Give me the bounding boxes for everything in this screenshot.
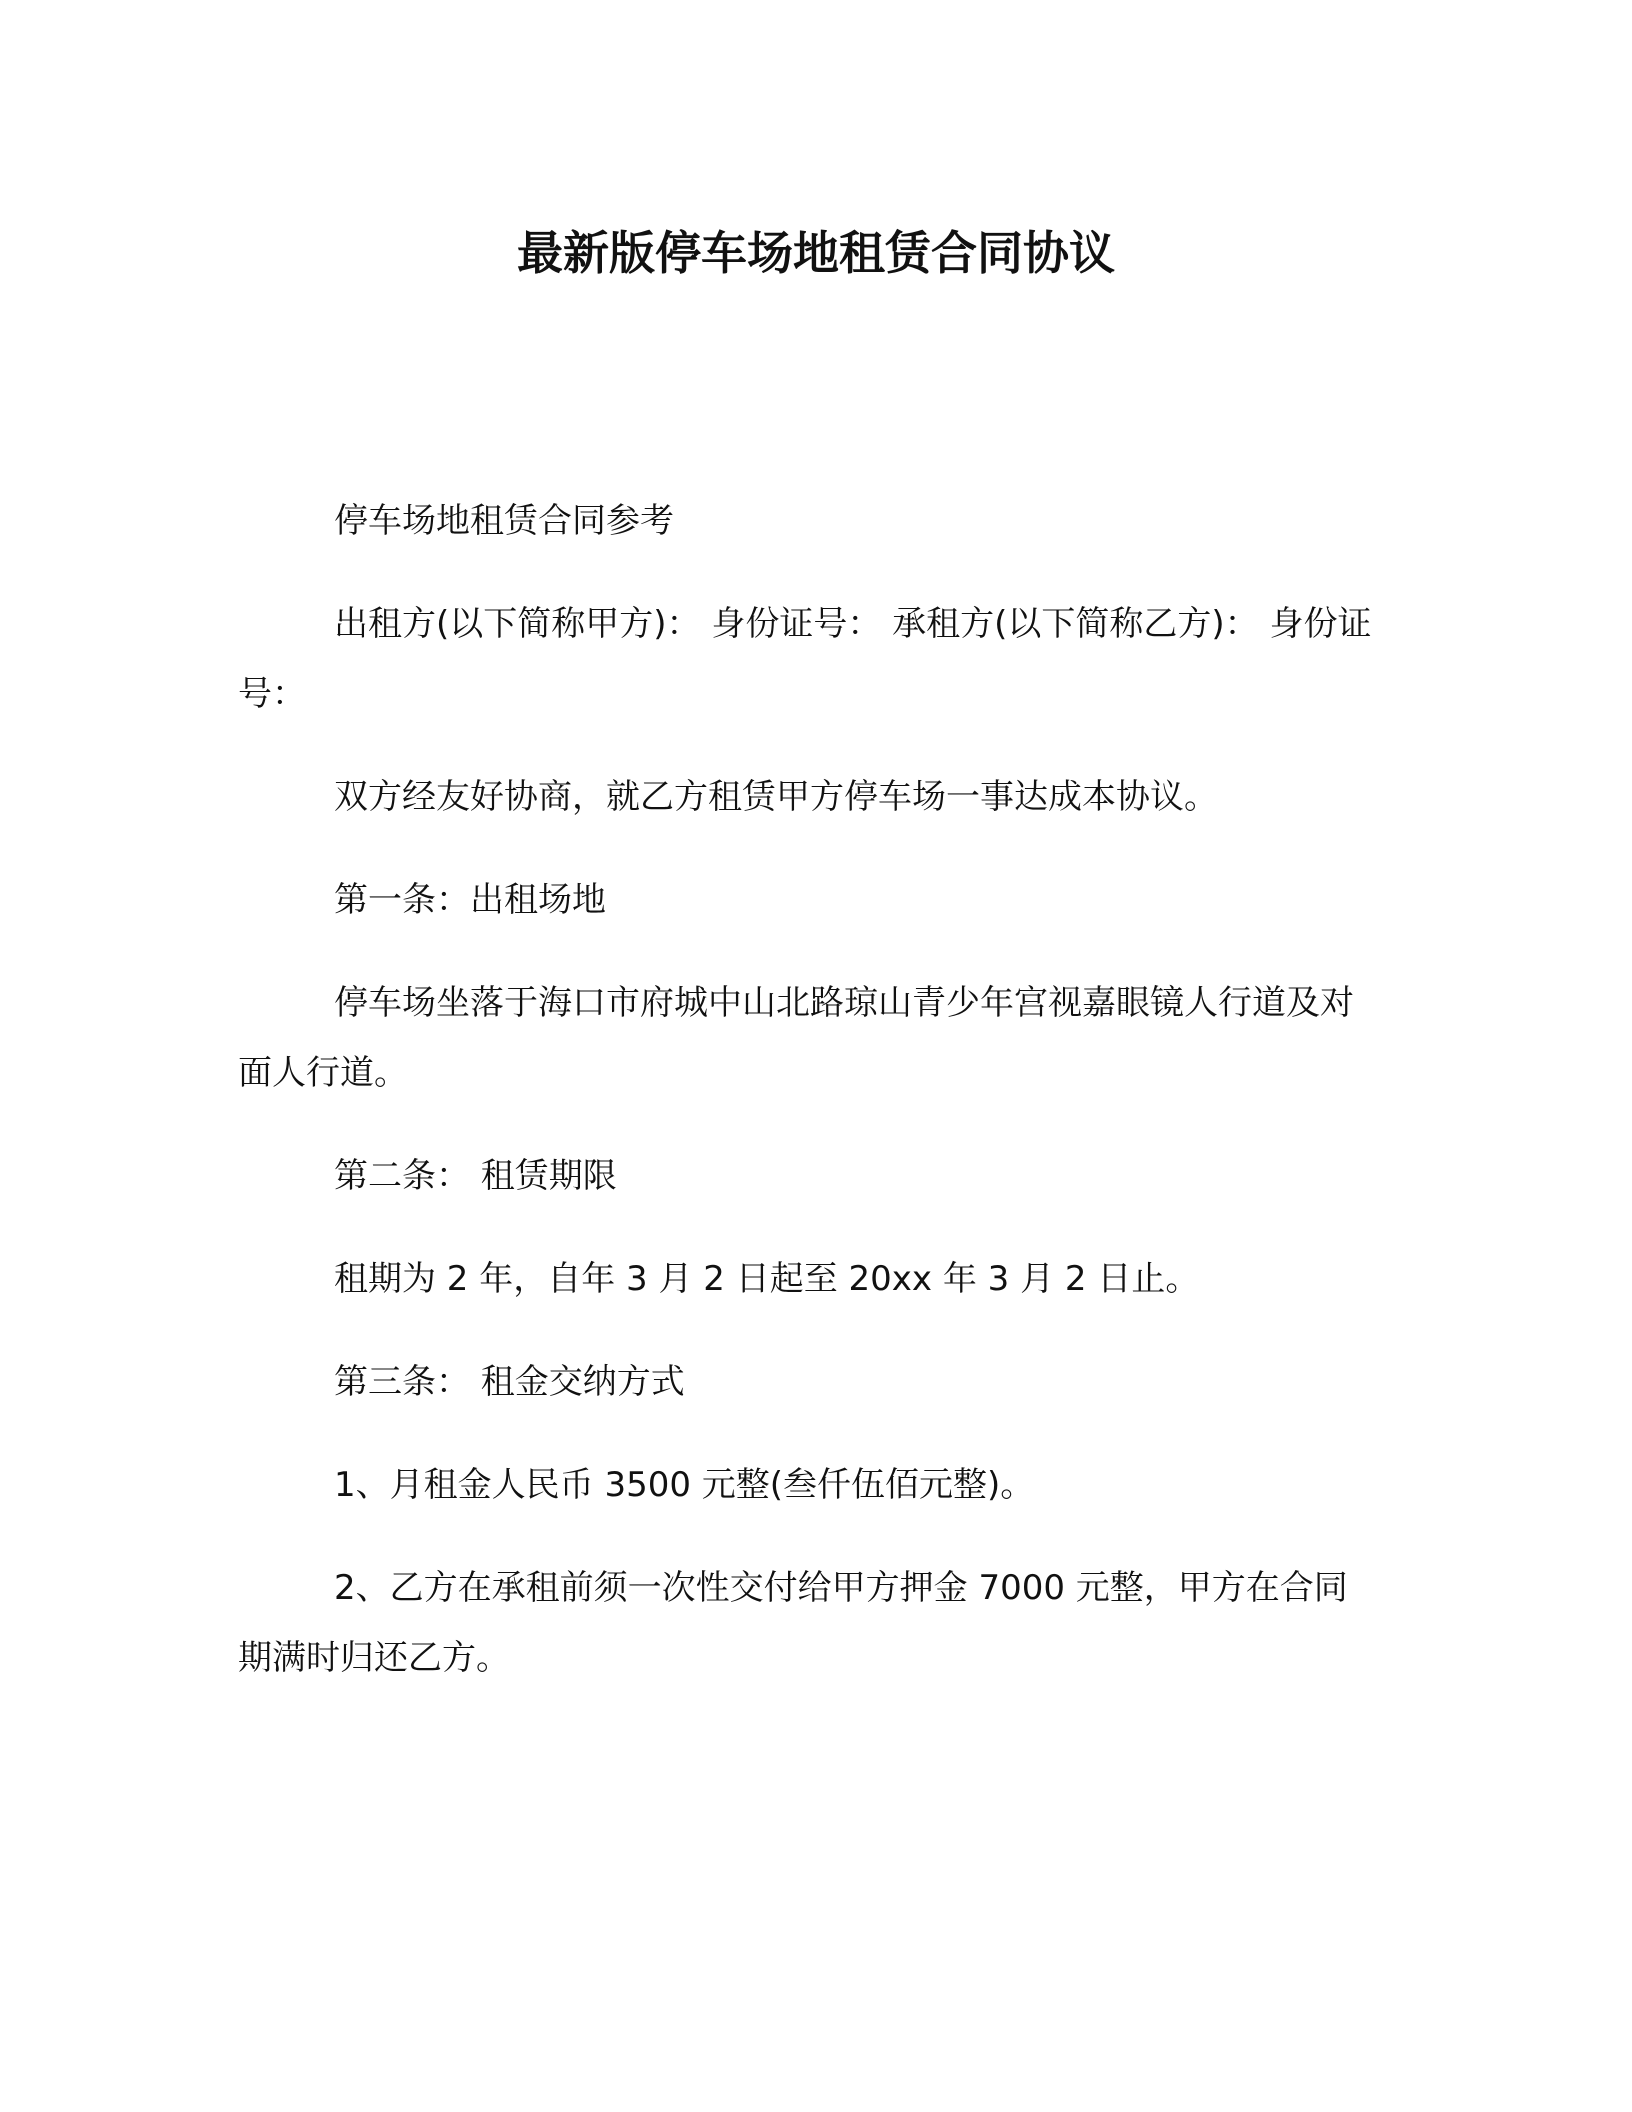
clause-3-item-2: 2、乙方在承租前须一次性交付给甲方押金 7000 元整，甲方在合同期满时归还乙方。 [238, 1568, 1348, 1678]
clause-3-heading: 第三条： 租金交纳方式 [334, 1362, 685, 1402]
clause-2-content: 租期为 2 年，自年 3 月 2 日起至 20xx 年 3 月 2 日止。 [334, 1259, 1200, 1299]
clause-2-heading: 第二条： 租赁期限 [334, 1156, 617, 1196]
paragraph-parties: 出租方(以下简称甲方)： 身份证号： 承租方(以下简称乙方)： 身份证号： [238, 604, 1372, 714]
paragraph-agreement-intro: 双方经友好协商，就乙方租赁甲方停车场一事达成本协议。 [334, 777, 1218, 817]
paragraph-reference-title: 停车场地租赁合同参考 [334, 501, 674, 541]
document-body [238, 486, 1378, 1726]
clause-1-content: 停车场坐落于海口市府城中山北路琼山青少年宫视嘉眼镜人行道及对面人行道。 [238, 983, 1354, 1093]
clause-1-heading: 第一条：出租场地 [334, 880, 606, 920]
clause-3-item-1: 1、月租金人民币 3500 元整(叁仟伍佰元整)。 [334, 1465, 1035, 1505]
document-title: 最新版停车场地租赁合同协议 [517, 226, 1115, 280]
